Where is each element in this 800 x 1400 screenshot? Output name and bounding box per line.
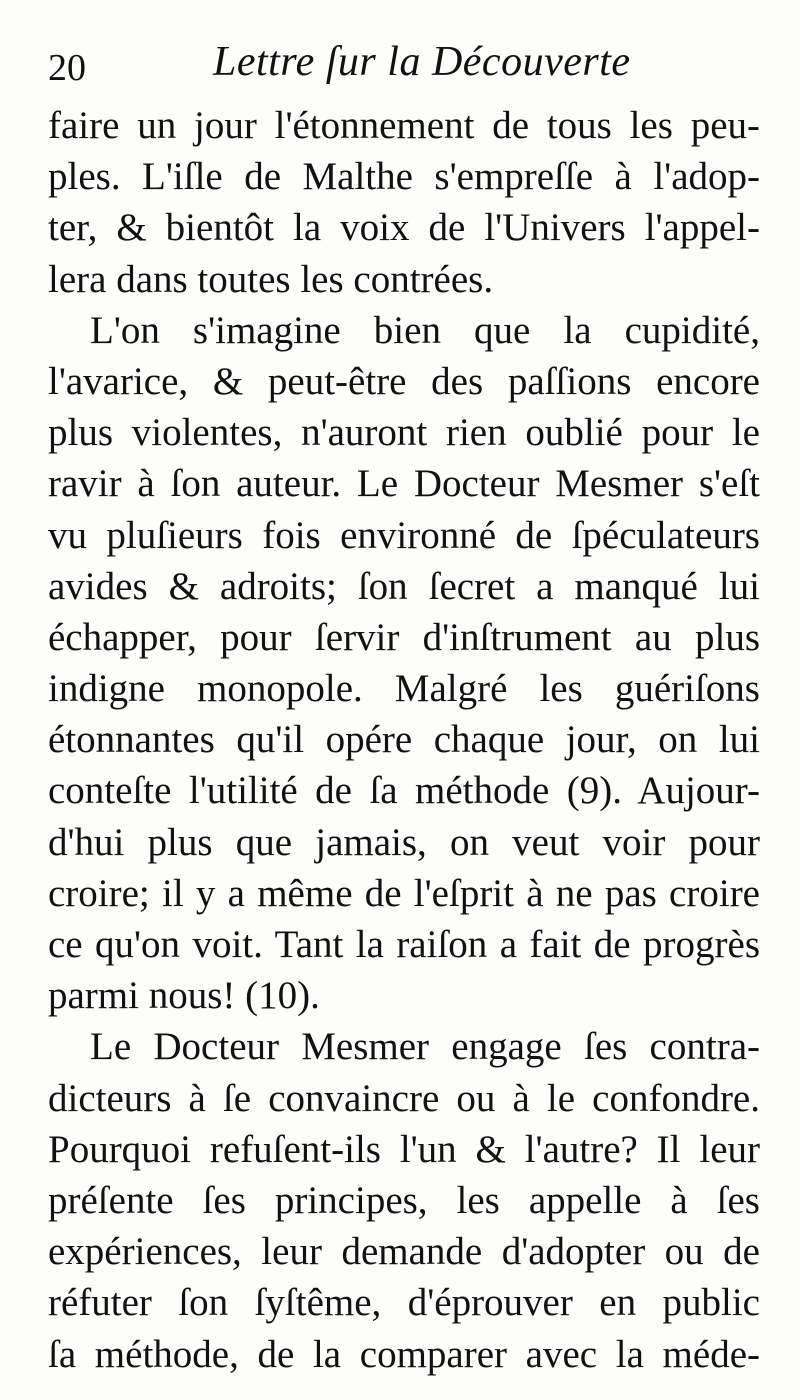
text-line: ples. L'iſle de Malthe s'empreſſe à l'adop- xyxy=(48,155,760,199)
text-line: d'hui plus que jamais, on veut voir pour xyxy=(48,820,760,864)
page-header xyxy=(48,38,768,98)
text-line: échapper, pour ſervir d'inſtrument au plus xyxy=(48,615,760,659)
text-line: lera dans toutes les contrées. xyxy=(48,257,494,301)
page-number: 20 xyxy=(48,47,86,89)
text-line: l'avarice, & peut-être des paſſions encore xyxy=(48,359,760,403)
text-line: ravir à ſon auteur. Le Docteur Mesmer s'eſt xyxy=(48,462,760,506)
text-line: vu pluſieurs fois environné de ſpéculateurs xyxy=(48,513,760,557)
text-line: plus violentes, n'auront rien oublié pour le xyxy=(48,411,760,455)
running-title: Lettre ſur la Découverte xyxy=(213,39,631,85)
text-line: ce qu'on voit. Tant la raiſon a fait de progrès xyxy=(48,923,760,966)
text-line: ter, & bientôt la voix de l'Univers l'appel- xyxy=(48,206,760,250)
text-line: croire; il y a même de l'eſprit à ne pas croire xyxy=(48,871,760,915)
text-line: réfuter ſon ſyſtême, d'éprouver en public xyxy=(48,1281,760,1325)
text-line: ſa méthode, de la comparer avec la méde- xyxy=(48,1332,760,1376)
text-line: indigne monopole. Malgré les guériſons xyxy=(48,667,760,711)
text-line: parmi nous! (10). xyxy=(48,974,320,1018)
text-line: Pourquoi refuſent-ils l'un & l'autre? Il leur xyxy=(48,1127,760,1171)
text-line: conteſte l'utilité de ſa méthode (9). Aujour- xyxy=(48,769,760,813)
text-line: L'on s'imagine bien que la cupidité, xyxy=(90,308,760,352)
text-line: dicteurs à ſe convaincre ou à le confondre. xyxy=(48,1076,760,1120)
text-line: étonnantes qu'il opére chaque jour, on lui xyxy=(48,718,760,762)
text-line: Le Docteur Mesmer engage ſes contra- xyxy=(90,1025,760,1069)
text-line: préſente ſes principes, les appelle à ſes xyxy=(48,1178,760,1222)
body-text xyxy=(48,100,760,1380)
text-line: expériences, leur demande d'adopter ou de xyxy=(48,1230,760,1274)
text-line: avides & adroits; ſon ſecret a manqué lui xyxy=(48,564,760,608)
text-line: faire un jour l'étonnement de tous les peu- xyxy=(48,104,760,147)
